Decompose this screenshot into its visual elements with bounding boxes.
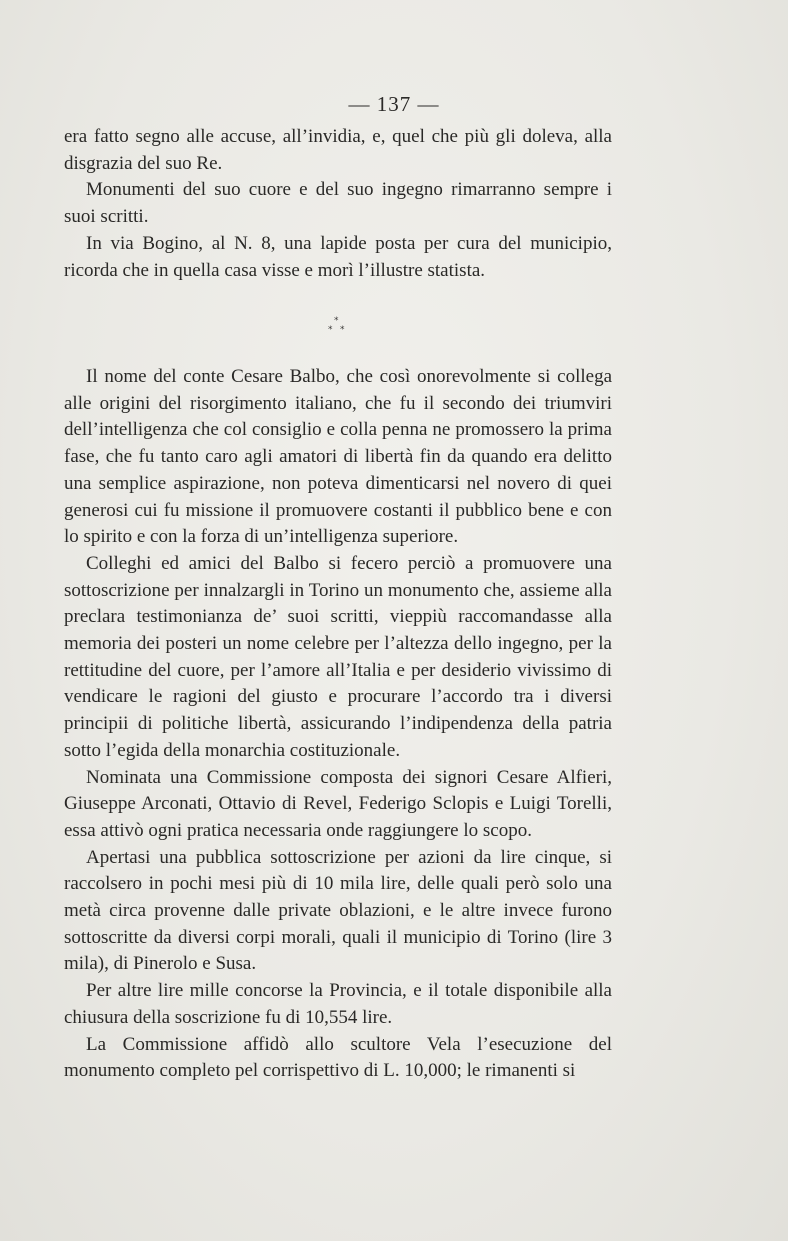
text-section-2	[64, 364, 612, 1085]
paragraph: Colleghi ed amici del Balbo si fecero perciò a promuovere una sottoscrizione per innalzargli in Torino un monumento che, assieme alla preclara testimonianza de’ suoi scritti, vieppiù raccomandasse alla memoria dei posteri un nome celebre per l’altezza dello ingegno, per la rettitudine del cuore, per l’amore all’Italia e per desiderio vivissimo di vendicare le ragioni del giusto e procurare l’accordo tra i diversi principii di politiche libertà, assicurando l’indipendenza della patria sotto l’egida della monarchia costituzionale.	[64, 552, 612, 761]
paragraph: Apertasi una pubblica sottoscrizione per azioni da lire cinque, si raccolsero in pochi mesi più di 10 mila lire, delle quali però solo una metà circa provenne dalle private oblazioni, e le altre invece furono sottoscritte da diversi corpi morali, quali il municipio di Torino (lire 3 mila), di Pinerolo e Susa.	[64, 846, 612, 975]
paragraph: Monumenti del suo cuore e del suo ingegno rimarranno sempre i suoi scritti.	[64, 179, 612, 228]
asterism-star: *	[340, 325, 345, 335]
paragraph: era fatto segno alle accuse, all’invidia, e, quel che più gli doleva, alla disgrazia del suo Re.	[64, 126, 612, 174]
section-divider-asterism	[318, 316, 358, 342]
text-section-1	[64, 124, 612, 284]
paragraph: Nominata una Commissione composta dei signori Cesare Alfieri, Giuseppe Arconati, Ottavio di Revel, Federigo Sclopis e Luigi Torelli, essa attivò ogni pratica necessaria onde raggiungere lo scopo.	[64, 766, 612, 841]
asterism-star: *	[328, 325, 333, 335]
paragraph: In via Bogino, al N. 8, una lapide posta per cura del municipio, ricorda che in quella casa visse e morì l’illustre statista.	[64, 232, 612, 281]
paragraph: Per altre lire mille concorse la Provincia, e il totale disponibile alla chiusura della soscrizione fu di 10,554 lire.	[64, 980, 612, 1028]
paragraph: Il nome del conte Cesare Balbo, che così onorevolmente si collega alle origini del risorgimento italiano, che fu il secondo dei triumviri dell’intelligenza che col consiglio e colla penna ne promossero la prima fase, che fu tanto caro agli amatori di libertà fin da quando era delitto una semplice aspirazione, non poteva dimenticarsi nel novero di quei generosi cui fu missione il promuovere costanti il pubblico bene e con lo spirito e con la forza di un’intelligenza superiore.	[64, 366, 612, 548]
asterism-star: *	[334, 316, 339, 326]
paragraph: La Commissione affidò allo scultore Vela l’esecuzione del monumento completo pel corrispettivo di L. 10,000; le rimanenti si	[64, 1033, 612, 1082]
page-number: — 137 —	[348, 92, 440, 116]
